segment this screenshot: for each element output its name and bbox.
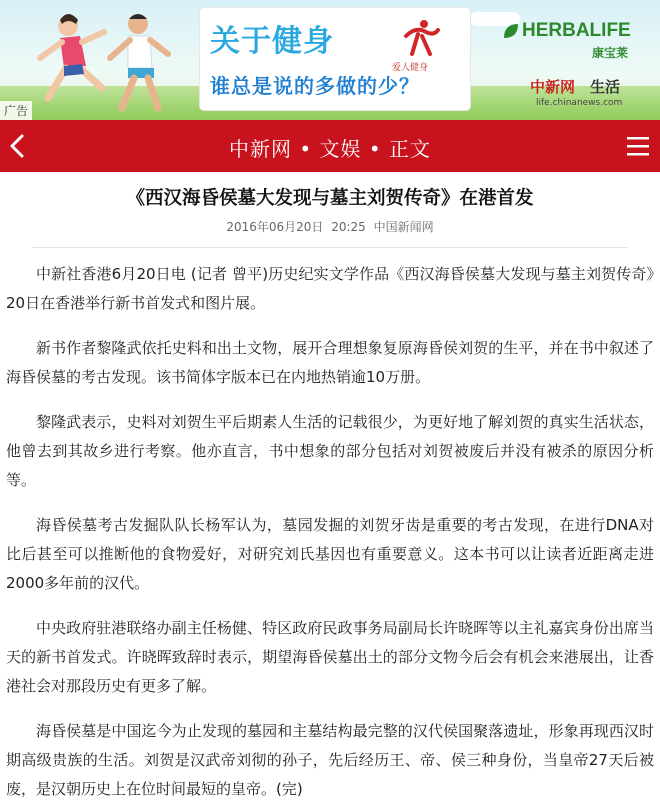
article-body — [0, 248, 660, 804]
ad-slogan-panel — [200, 8, 470, 110]
ad-banner[interactable] — [0, 0, 660, 120]
ad-slogan-main: 关于健身 — [210, 24, 334, 59]
article-paragraph: 黎隆武表示，史料对刘贺生平后期素人生活的记载很少，为更好地了解刘贺的真实生活状态，他曾去到其故乡进行考察。他亦直言，书中想象的部分包括对刘贺被废后并没有被杀的原因分析等。 — [6, 413, 654, 489]
herbalife-brand: HERBALIFE — [522, 20, 631, 41]
chinanews-channel: 生活 — [590, 78, 621, 96]
article-paragraph: 中央政府驻港联络办副主任杨健、特区政府民政事务局副局长许晓晖等以主礼嘉宾身份出席当天的新书首发式。许晓晖致辞时表示，期望海昏侯墓出土的部分文物今后会有机会来港展出，让香港社会对那段历史有更多了解。 — [6, 619, 654, 695]
nav-bar — [0, 120, 660, 172]
article-time: 20:25 — [331, 220, 366, 234]
herbalife-leaf-icon — [502, 22, 520, 40]
chinanews-logo: 中新网 — [530, 78, 576, 96]
article-date: 2016年06月20日 — [226, 220, 324, 234]
article-paragraph: 海昏侯墓考古发掘队队长杨军认为，墓园发掘的刘贺牙齿是重要的考古发现，在进行DNA对比后甚至可以推断他的食物爱好，对研究刘氏基因也有重要意义。这本书可以让读者近距离走进2000多年前的汉代。 — [6, 516, 654, 592]
article-paragraph: 新书作者黎隆武依托史料和出土文物，展开合理想象复原海昏侯刘贺的生平，并在书中叙述了海昏侯墓的考古发现。该书简体字版本已在内地热销逾10万册。 — [6, 339, 654, 386]
article-title: 《西汉海昏侯墓大发现与墓主刘贺传奇》在港首发 — [126, 188, 534, 209]
article-paragraph: 海昏侯墓是中国迄今为止发现的墓园和主墓结构最完整的汉代侯国聚落遗址，形象再现西汉时期高级贵族的生活。刘贺是汉武帝刘彻的孙子，先后经历王、帝、侯三种身份，当皇帝27天后被废，是汉朝历史上在位时间最短的皇帝。(完) — [6, 722, 654, 798]
fitness-logo-text: 爱人健身 — [392, 63, 429, 73]
nav-title: 中新网 • 文娱 • 正文 — [228, 137, 432, 161]
ad-label: 广告 — [0, 101, 32, 120]
article-source: 中国新闻网 — [373, 220, 434, 234]
herbalife-brand-cn: 康宝莱 — [592, 46, 629, 60]
fitness-logo-icon — [400, 18, 440, 58]
chinanews-url: life.chinanews.com — [536, 98, 623, 108]
ad-slogan-sub: 谁总是说的多做的少？ — [210, 74, 420, 98]
article-paragraph: 中新社香港6月20日电 (记者 曾平)历史纪实文学作品《西汉海昏侯墓大发现与墓主刘贺传奇》20日在香港举行新书首发式和图片展。 — [6, 265, 654, 312]
hamburger-menu-icon[interactable] — [626, 134, 650, 158]
article-meta — [0, 218, 660, 235]
runners-illustration — [20, 6, 190, 118]
